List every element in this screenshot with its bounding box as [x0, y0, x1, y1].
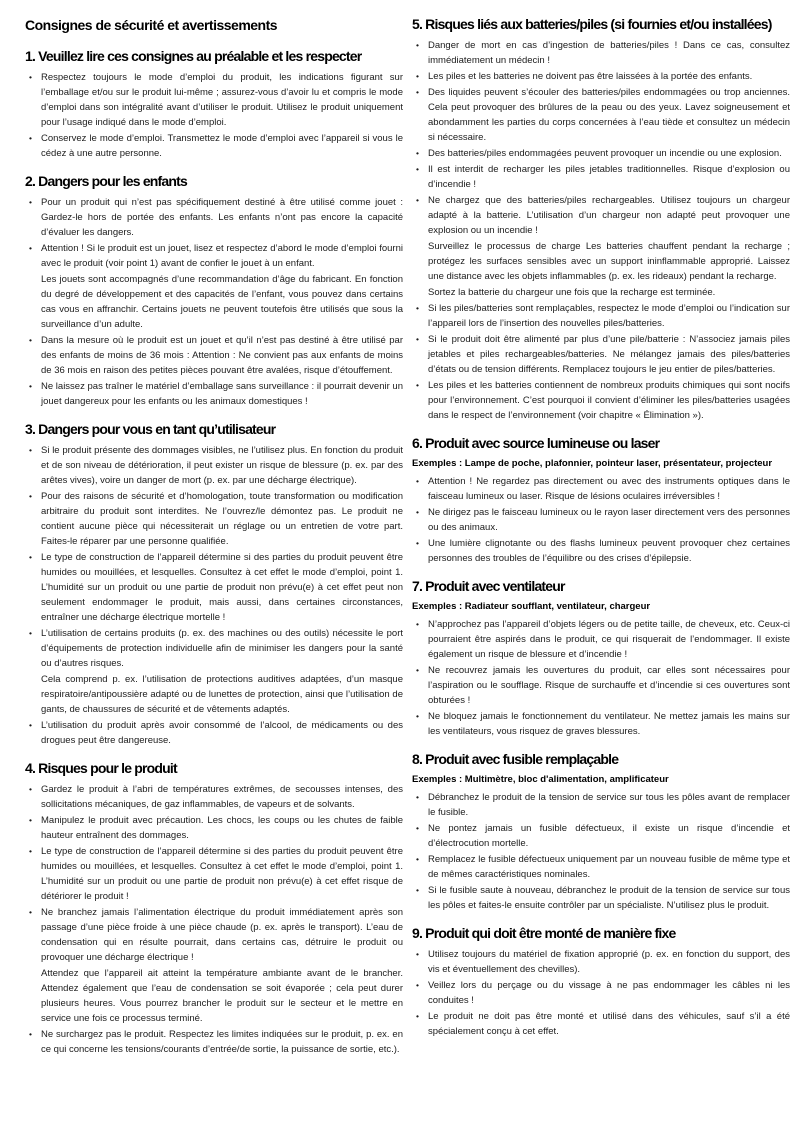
- bullet-item: [412, 821, 790, 851]
- bullet-icon: •: [416, 87, 419, 97]
- bullet-icon: •: [416, 665, 419, 675]
- section-4-heading: 4. Risques pour le produit: [25, 760, 177, 776]
- item-text: Conservez le mode d’emploi. Transmettez le mode d’emploi avec l’appareil si vous le cédez à une autre personne.: [41, 133, 403, 159]
- bullet-item: [412, 709, 790, 739]
- item-text: Le produit ne doit pas être monté et utilisé dans des véhicules, sauf s’il a été spécialement conçu à cet effet.: [428, 1011, 790, 1037]
- item-text: L’utilisation du produit après avoir consommé de l’alcool, de médicaments ou des drogues peut être dangereuse.: [41, 720, 403, 746]
- bullet-icon: •: [416, 711, 419, 721]
- bullet-item: [412, 883, 790, 913]
- bullet-icon: •: [416, 507, 419, 517]
- item-text: Attention ! Ne regardez pas directement ou avec des instruments optiques dans le faisceau lumineux ou laser. Risque de lésions oculaires irréversibles !: [428, 476, 790, 502]
- bullet-item: [25, 782, 403, 812]
- section-6-examples: Exemples : Lampe de poche, plafonnier, pointeur laser, présentateur, projecteur: [412, 458, 773, 469]
- bullet-item: [25, 626, 403, 671]
- bullet-item: [25, 844, 403, 904]
- section-7: [412, 576, 790, 739]
- bullet-icon: •: [416, 148, 419, 158]
- item-text: Pour un produit qui n’est pas spécifiquement destiné à être utilisé comme jouet : Gardez-le hors de portée des enfants. Les enfants n’ont pas encore la capacité d’évaluer les dangers.: [41, 197, 403, 238]
- item-text: Ne chargez que des batteries/piles rechargeables. Utilisez toujours un chargeur adapté à la batterie. L’utilisation d’un chargeur non adapté peut provoquer une explosion ou un incendie !: [428, 195, 790, 236]
- item-text: Le type de construction de l’appareil détermine si des parties du produit peuvent être humides ou mouillées, et lesquelles. Consultez à cet effet le mode d’emploi, point 1. L’humidité sur un produit ou une partie de produit non prévu(e) à cet effet risque de détériorer le produit !: [41, 846, 403, 902]
- left-column: [25, 14, 403, 1058]
- bullet-item: [25, 195, 403, 240]
- item-text: L’utilisation de certains produits (p. ex. des machines ou des outils) nécessite le port d’équipements de protection individuelle afin de minimiser les dangers pour la santé ou d’autres risques.: [41, 628, 403, 669]
- item-text: Danger de mort en cas d’ingestion de batteries/piles ! Dans ce cas, consultez immédiatement un médecin !: [428, 40, 790, 66]
- bullet-item: [25, 718, 403, 748]
- bullet-icon: •: [416, 71, 419, 81]
- section-9-heading: 9. Produit qui doit être monté de manière fixe: [412, 925, 676, 941]
- item-text: Pour des raisons de sécurité et d’homologation, toute transformation ou modification arbitraire du produit sont interdites. Ne l’ouvrez/le démontez pas. Le produit ne contient aucune pièce qui nécessiterait un réglage ou un entretien de votre part. Faites-le réparer par une personne qualifiée.: [41, 491, 403, 547]
- section-8-examples: Exemples : Multimètre, bloc d'alimentation, amplificateur: [412, 774, 669, 785]
- bullet-item: [25, 550, 403, 625]
- bullet-item: [25, 813, 403, 843]
- bullet-item: [25, 333, 403, 378]
- section-4: [25, 758, 403, 1057]
- paragraph: [412, 285, 790, 300]
- bullet-icon: •: [29, 720, 32, 730]
- bullet-icon: •: [29, 197, 32, 207]
- section-3: [25, 419, 403, 748]
- item-text: Ne pontez jamais un fusible défectueux, il existe un risque d’incendie et d’électrocution mortelle.: [428, 823, 790, 849]
- bullet-icon: •: [29, 133, 32, 143]
- section-3-heading: 3. Dangers pour vous en tant qu’utilisateur: [25, 421, 276, 437]
- bullet-item: [412, 617, 790, 662]
- bullet-item: [412, 85, 790, 145]
- bullet-item: [25, 241, 403, 271]
- item-text: Veillez lors du perçage ou du vissage à ne pas endommager les câbles ni les conduites !: [428, 980, 790, 1006]
- bullet-icon: •: [29, 628, 32, 638]
- item-text: Ne recouvrez jamais les ouvertures du produit, car elles sont nécessaires pour l’aspiration ou le soufflage. Risque de surchauffe et d’incendie si ces ouvertures sont obturées !: [428, 665, 790, 706]
- bullet-item: [412, 38, 790, 68]
- section-1: [25, 46, 403, 161]
- section-5-heading: 5. Risques liés aux batteries/piles (si fournies et/ou installées): [412, 16, 772, 32]
- paragraph: [25, 272, 403, 332]
- bullet-item: [412, 536, 790, 566]
- section-8-heading: 8. Produit avec fusible remplaçable: [412, 751, 619, 767]
- bullet-icon: •: [416, 164, 419, 174]
- bullet-icon: •: [29, 1029, 32, 1039]
- item-text: Des liquides peuvent s’écouler des batteries/piles endommagées ou trop anciennes. Cela peut provoquer des brûlures de la peau ou des yeux. Lavez soigneusement et abondamment les parties du corps concernées à l’eau tiède et consultez un médecin si nécessaire.: [428, 87, 790, 143]
- item-text: Les jouets sont accompagnés d’une recommandation d’âge du fabricant. En fonction du degré de développement et des capacités de l’enfant, vous pouvez dans certains cas vous en affranchir. Certains jouets ne peuvent toutefois être utilisés que sous la surveillance d’un adulte.: [41, 274, 403, 330]
- bullet-item: [412, 378, 790, 423]
- bullet-icon: •: [416, 885, 419, 895]
- bullet-item: [412, 978, 790, 1008]
- bullet-item: [25, 489, 403, 549]
- bullet-icon: •: [29, 491, 32, 501]
- section-7-examples: Exemples : Radiateur soufflant, ventilateur, chargeur: [412, 601, 651, 612]
- bullet-item: [412, 146, 790, 161]
- bullet-item: [412, 301, 790, 331]
- bullet-item: [412, 852, 790, 882]
- paragraph: [25, 966, 403, 1026]
- bullet-item: [412, 69, 790, 84]
- item-text: Remplacez le fusible défectueux uniquement par un nouveau fusible de même type et de mêmes caractéristiques nominales.: [428, 854, 790, 880]
- section-6: [412, 433, 790, 566]
- bullet-item: [412, 193, 790, 238]
- bullet-icon: •: [29, 815, 32, 825]
- bullet-icon: •: [416, 380, 419, 390]
- bullet-item: [25, 379, 403, 409]
- bullet-icon: •: [416, 980, 419, 990]
- bullet-icon: •: [416, 538, 419, 548]
- item-text: Surveillez le processus de charge Les batteries chauffent pendant la recharge ; protégez les surfaces sensibles avec un support ininflammable approprié. Laissez une distance avec les objets inflammables (p. ex. les rideaux) pendant la recharge.: [428, 241, 790, 282]
- section-5: [412, 14, 790, 423]
- bullet-item: [412, 474, 790, 504]
- bullet-icon: •: [416, 854, 419, 864]
- bullet-icon: •: [29, 381, 32, 391]
- bullet-item: [25, 131, 403, 161]
- item-text: Cela comprend p. ex. l’utilisation de protections auditives adaptées, d’un masque respiratoire/antipoussière adapté ou de lunettes de protection, ainsi que l’utilisation de gants, de chaussures de sécurité et de vêtements adaptés.: [41, 674, 403, 715]
- item-text: Si le produit présente des dommages visibles, ne l’utilisez plus. En fonction du produit et de son niveau de détérioration, il peut exister un risque de blessure (p. ex. par des arêtes vives), voire un danger de mort (p. ex. par une décharge électrique).: [41, 445, 403, 486]
- bullet-icon: •: [29, 846, 32, 856]
- bullet-item: [25, 443, 403, 488]
- bullet-icon: •: [29, 784, 32, 794]
- section-2: [25, 171, 403, 409]
- section-2-heading: 2. Dangers pour les enfants: [25, 173, 188, 189]
- bullet-icon: •: [29, 243, 32, 253]
- right-column: [412, 14, 790, 1040]
- item-text: Ne laissez pas traîner le matériel d’emballage sans surveillance : il pourrait devenir un jouet dangereux pour les enfants ou les animaux domestiques !: [41, 381, 403, 407]
- section-7-heading: 7. Produit avec ventilateur: [412, 578, 565, 594]
- item-text: Manipulez le produit avec précaution. Les chocs, les coups ou les chutes de faible hauteur entraînent des dommages.: [41, 815, 403, 841]
- paragraph: [412, 239, 790, 284]
- item-text: Débranchez le produit de la tension de service sur tous les pôles avant de remplacer le fusible.: [428, 792, 790, 818]
- item-text: N’approchez pas l’appareil d’objets légers ou de petite taille, de cheveux, etc. Ceux-ci pourraient être aspirés dans le produit, ce qui risquerait de l’endommager. Il existe également un risque de blessure et d’incendie !: [428, 619, 790, 660]
- paragraph: [25, 672, 403, 717]
- bullet-icon: •: [416, 303, 419, 313]
- item-text: Dans la mesure où le produit est un jouet et qu’il n’est pas destiné à être utilisé par des enfants de moins de 36 mois : Attention : Ne convient pas aux enfants de moins de 36 mois en raison des petites pièces pouvant être avalées, risque d’étouffement.: [41, 335, 403, 376]
- item-text: Attendez que l’appareil ait atteint la température ambiante avant de le brancher. Attendez également que l’eau de condensation se soit évaporée ; cela peut durer plusieurs heures. Vous pourrez brancher le produit sur le secteur et le mettre en service une fois ce processus terminé.: [41, 968, 403, 1024]
- section-1-heading: 1. Veuillez lire ces consignes au préalable et les respecter: [25, 48, 362, 64]
- section-8: [412, 749, 790, 913]
- bullet-item: [412, 947, 790, 977]
- bullet-icon: •: [416, 1011, 419, 1021]
- item-text: Il est interdit de recharger les piles jetables traditionnelles. Risque d’explosion ou d’incendie !: [428, 164, 790, 190]
- item-text: Si le fusible saute à nouveau, débranchez le produit de la tension de service sur tous les pôles et faites-le ensuite contrôler par un spécialiste. N’utilisez plus le produit.: [428, 885, 790, 911]
- bullet-icon: •: [416, 334, 419, 344]
- bullet-icon: •: [416, 949, 419, 959]
- item-text: Ne branchez jamais l’alimentation électrique du produit immédiatement après son passage d’une pièce froide à une pièce chaude (p. ex. après le transport). L’eau de condensation qui en résulte pourrait, dans certains cas, détruire le produit ou provoquer une décharge électrique !: [41, 907, 403, 963]
- bullet-item: [412, 505, 790, 535]
- bullet-icon: •: [29, 445, 32, 455]
- item-text: Les piles et les batteries ne doivent pas être laissées à la portée des enfants.: [428, 71, 753, 82]
- bullet-item: [25, 70, 403, 130]
- item-text: Si le produit doit être alimenté par plus d’une pile/batterie : N’associez jamais piles jetables et piles rechargeables/batteries. Ne mélangez jamais des piles/batteries d’états ou de tension différents. Remplacez toujours le jeu entier de piles/batteries.: [428, 334, 790, 375]
- document-title: Consignes de sécurité et avertissements: [25, 17, 278, 33]
- item-text: Utilisez toujours du matériel de fixation approprié (p. ex. en fonction du support, des vis et éventuellement des chevilles).: [428, 949, 790, 975]
- item-text: Si les piles/batteries sont remplaçables, respectez le mode d’emploi ou l’indication sur l’appareil lors de l’insertion des nouvelles piles/batteries.: [428, 303, 790, 329]
- section-6-heading: 6. Produit avec source lumineuse ou laser: [412, 435, 660, 451]
- item-text: Le type de construction de l’appareil détermine si des parties du produit peuvent être humides ou mouillées, et lesquelles. Consultez à cet effet le mode d’emploi, point 1. L’humidité sur un produit ou une partie de produit non prévu(e) à cet effet peut non seulement endommager le produit, mais aussi, dans certaines circonstances, entraîner une décharge électrique mortelle !: [41, 552, 403, 623]
- bullet-item: [25, 905, 403, 965]
- bullet-item: [25, 1027, 403, 1057]
- item-text: Gardez le produit à l’abri de températures extrêmes, de secousses intenses, des sollicitations mécaniques, de gaz inflammables, de vapeurs et de solvants.: [41, 784, 403, 810]
- bullet-icon: •: [416, 792, 419, 802]
- item-text: Ne bloquez jamais le fonctionnement du ventilateur. Ne mettez jamais les mains sur les ventilateurs, vous risquez de graves blessures.: [428, 711, 790, 737]
- section-9: [412, 923, 790, 1039]
- bullet-icon: •: [416, 476, 419, 486]
- bullet-icon: •: [29, 907, 32, 917]
- bullet-item: [412, 790, 790, 820]
- item-text: Sortez la batterie du chargeur une fois que la recharge est terminée.: [428, 287, 716, 298]
- bullet-icon: •: [29, 72, 32, 82]
- item-text: Ne dirigez pas le faisceau lumineux ou le rayon laser directement vers des personnes ou des animaux.: [428, 507, 790, 533]
- bullet-icon: •: [416, 195, 419, 205]
- item-text: Attention ! Si le produit est un jouet, lisez et respectez d’abord le mode d’emploi fourni avec le produit (voir point 1) avant de confier le jouet à un enfant.: [41, 243, 403, 269]
- bullet-icon: •: [416, 619, 419, 629]
- bullet-item: [412, 1009, 790, 1039]
- item-text: Ne surchargez pas le produit. Respectez les limites indiquées sur le produit, p. ex. en ce qui concerne les tensions/courants d’entrée/de sortie, la puissance de sortie, etc.).: [41, 1029, 403, 1055]
- bullet-item: [412, 332, 790, 377]
- bullet-item: [412, 162, 790, 192]
- item-text: Une lumière clignotante ou des flashs lumineux peuvent provoquer chez certaines personnes des troubles de l’équilibre ou des crises d’épilepsie.: [428, 538, 790, 564]
- bullet-icon: •: [416, 40, 419, 50]
- item-text: Respectez toujours le mode d’emploi du produit, les indications figurant sur l’emballage et/ou sur le produit lui-même ; assurez-vous d’avoir lu et compris le mode d’emploi dans son intégralité avant d’utiliser le produit. Utilisez le produit uniquement pour l’usage indiqué dans le mode d’emploi.: [41, 72, 403, 128]
- item-text: Les piles et les batteries contiennent de nombreux produits chimiques qui sont nocifs pour l’environnement. C’est pourquoi il convient d’éliminer les piles/batteries usagées dans le respect de l’environnement (voir chapitre « Élimination »).: [428, 380, 790, 421]
- bullet-item: [412, 663, 790, 708]
- item-text: Des batteries/piles endommagées peuvent provoquer un incendie ou une explosion.: [428, 148, 782, 159]
- bullet-icon: •: [29, 335, 32, 345]
- bullet-icon: •: [29, 552, 32, 562]
- bullet-icon: •: [416, 823, 419, 833]
